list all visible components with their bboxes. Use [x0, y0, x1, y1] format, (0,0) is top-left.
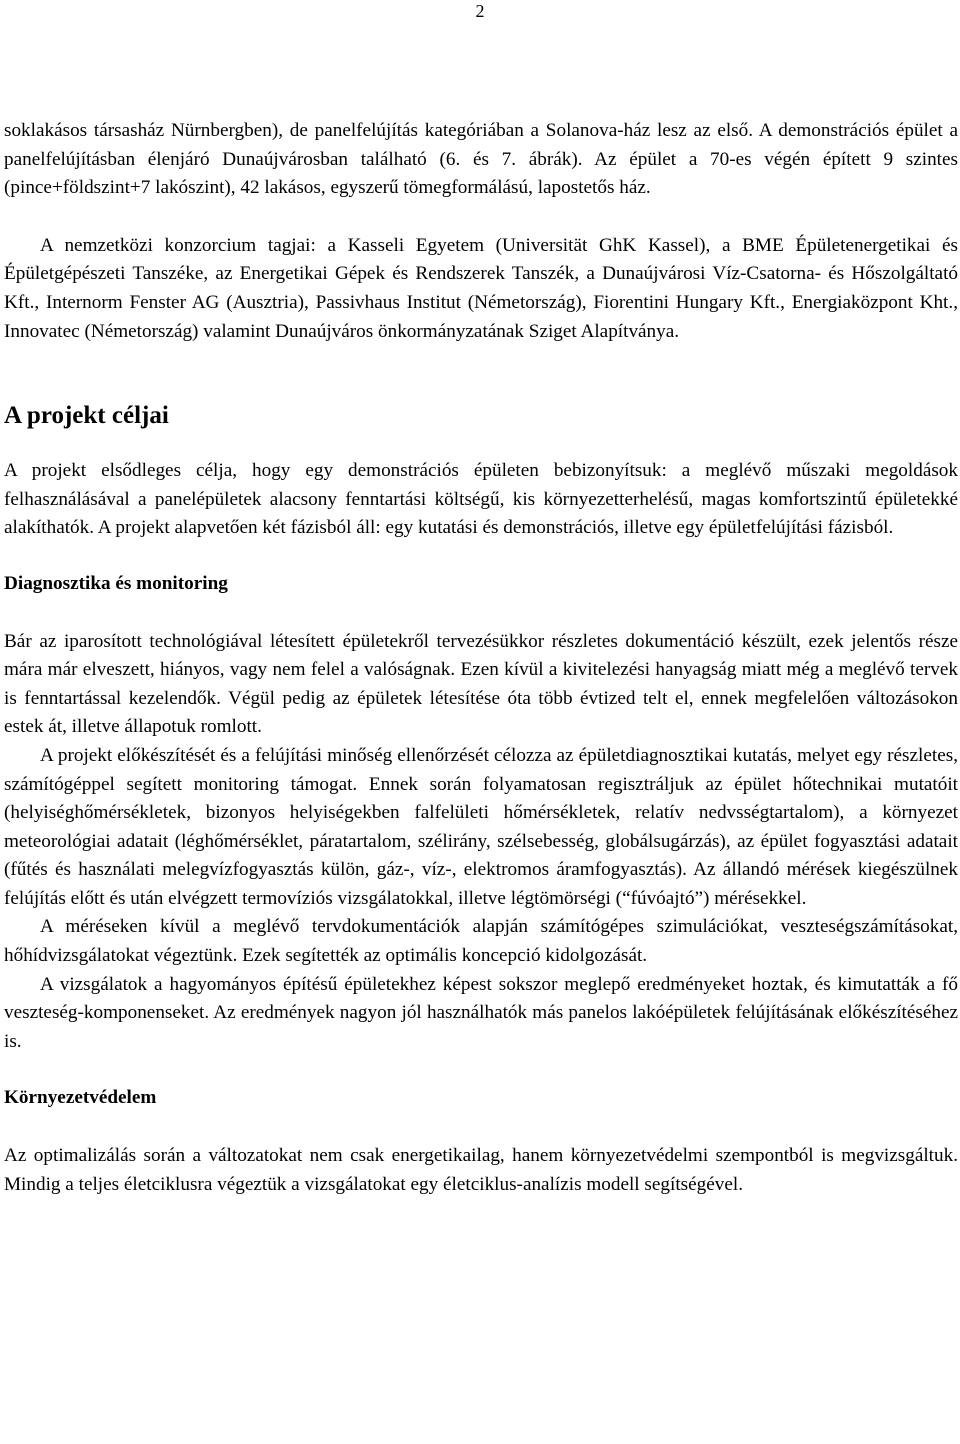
goals-heading: A projekt céljai — [4, 402, 169, 430]
diagnostics-paragraph-4: A vizsgálatok a hagyományos építésű épületekhez képest sokszor meglepő eredményeket hoztak, és kimutatták a fő veszteség-komponenseket. Az eredmények nagyon jól használhatók más panelos lakóépületek felújításának előkészítéséhez is. — [4, 973, 958, 1052]
environment-paragraph: Az optimalizálás során a változatokat nem csak energetikailag, hanem környezetvédelmi szempontból is megvizsgáltuk. Mindig a teljes életciklusra végeztük a vizsgálatokat egy életciklus-analízis modell segítségével. — [4, 1145, 958, 1195]
diagnostics-paragraph-2: A projekt előkészítését és a felújítási minőség ellenőrzését célozza az épületdiagnosztikai kutatás, melyet egy részletes, számítógéppel segített monitoring támogat. Ennek során folyamatosan regisztráljuk az épület hőtechnikai mutatóit (helyiséghőmérsékletek, bizonyos helyiségekben falfelületi hőmérsékletek, relatív nedvsségtartalom), a környezet meteorológiai adatait (léghőmérséklet, páratartalom, szélirány, szélsebesség, globálsugárzás), az épület fogyasztási adatait (fűtés és használati melegvízfogyasztás külön, gáz-, víz-, elektromos áramfogyasztás). Az állandó mérések kiegészülnek felújítás előtt és után elvégzett termovíziós vizsgálatokkal, illetve légtömörségi (“fúvóajtó”) mérésekkel. — [4, 744, 958, 909]
document-body — [4, 117, 958, 1199]
goals-paragraph: A projekt elsődleges célja, hogy egy demonstrációs épületen bebizonyítsuk: a meglévő műszaki megoldások felhasználásával a panelépületek alacsony fenntartási költségű, kis környezetterhelésű, magas komfortszintű épületekké alakíthatók. A projekt alapvetően két fázisból áll: egy kutatási és demonstrációs, illetve egy épületfelújítási fázisból. — [4, 460, 958, 539]
diagnostics-heading: Diagnosztika és monitoring — [4, 572, 228, 594]
page-number: 2 — [475, 1, 485, 21]
diagnostics-paragraph-3: A méréseken kívül a meglévő tervdokumentációk alapján számítógépes szimulációkat, veszteségszámításokat, hőhídvizsgálatokat végeztünk. Ezek segítették az optimális koncepció kidolgozását. — [4, 916, 958, 967]
intro-paragraph: soklakásos társasház Nürnbergben), de panelfelújítás kategóriában a Solanova-ház lesz az első. A demonstrációs épület a panelfelújításban élenjáró Dunaújvárosban található (6. és 7. ábrák). Az épület a 70-es végén épített 9 szintes (pince+földszint+7 lakószint), 42 lakásos, egyszerű tömegformálású, lapostetős ház. — [4, 120, 958, 199]
diagnostics-paragraph-1: Bár az iparosított technológiával létesített épületekről tervezésükkor részletes dokumentáció készült, ezek jelentős része mára már elveszett, hiányos, vagy nem felel a valóságnak. Ezen kívül a kivitelezési hanyagság miatt még a meglévő tervek is fenntartással kezelendők. Végül pedig az épületek létesítése óta több évtized telt el, ennek megfelelően változásokon estek át, illetve állapotuk romlott. — [4, 630, 958, 738]
environment-heading: Környezetvédelem — [4, 1087, 157, 1109]
consortium-paragraph: A nemzetközi konzorcium tagjai: a Kasseli Egyetem (Universität GhK Kassel), a BME Épületenergetikai és Épületgépészeti Tanszéke, az Energetikai Gépek és Rendszerek Tanszék, a Dunaújvárosi Víz-Csatorna- és Hőszolgáltató Kft., Internorm Fenster AG (Ausztria), Passivhaus Institut (Németország), Fiorentini Hungary Kft., Energiaközpont Kht., Innovatec (Németország) valamint Dunaújváros önkormányzatának Sziget Alapítványa. — [4, 234, 958, 342]
